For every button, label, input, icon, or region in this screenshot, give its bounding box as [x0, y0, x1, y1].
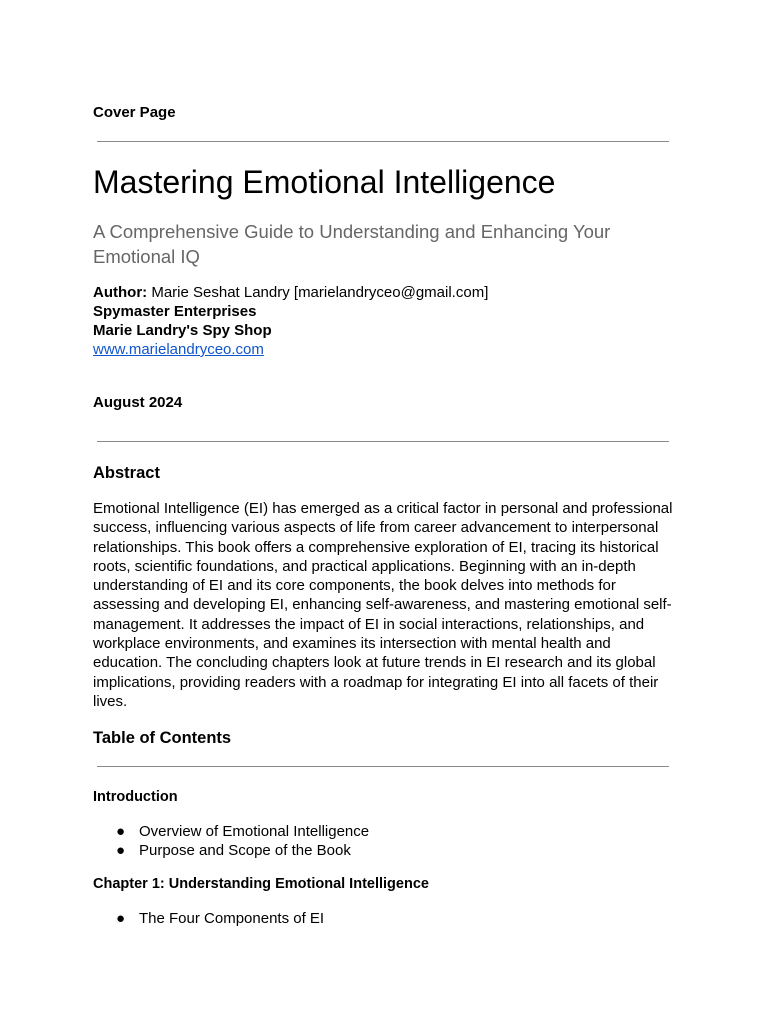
author-value: Marie Seshat Landry [marielandryceo@gmail.com] — [147, 284, 489, 301]
document-subtitle: A Comprehensive Guide to Understanding and Enhancing Your Emotional IQ — [93, 221, 611, 267]
website-link[interactable]: www.marielandryceo.com — [93, 341, 264, 358]
bullet-icon: ● — [116, 823, 126, 840]
list-item-text: Overview of Emotional Intelligence — [139, 823, 370, 840]
list-item — [93, 841, 369, 860]
toc-list-chapter-1 — [93, 909, 324, 928]
abstract-heading: Abstract — [93, 464, 160, 482]
list-item — [93, 822, 369, 841]
list-item-text: The Four Components of EI — [139, 910, 325, 927]
toc-list-introduction — [93, 822, 369, 861]
toc-section-introduction: Introduction — [93, 789, 178, 805]
document-title: Mastering Emotional Intelligence — [93, 164, 556, 200]
horizontal-rule — [97, 141, 669, 142]
company-name: Spymaster Enterprises — [93, 303, 257, 320]
bullet-icon: ● — [116, 842, 126, 860]
list-item — [93, 909, 324, 928]
list-item-text: Purpose and Scope of the Book — [139, 842, 351, 860]
horizontal-rule — [97, 441, 669, 442]
cover-page-label: Cover Page — [93, 104, 176, 121]
author-block — [93, 283, 488, 359]
toc-section-chapter-1: Chapter 1: Understanding Emotional Intelligence — [93, 876, 429, 892]
publication-date: August 2024 — [93, 394, 183, 411]
horizontal-rule — [97, 766, 669, 767]
shop-name: Marie Landry's Spy Shop — [93, 322, 272, 339]
toc-heading: Table of Contents — [93, 729, 232, 747]
bullet-icon: ● — [116, 910, 126, 927]
author-label: Author: — [93, 284, 148, 301]
abstract-text: Emotional Intelligence (EI) has emerged as a critical factor in personal and professional success, influencing various aspects of life from career advancement to interpersonal relationships. This book offers a comprehensive exploration of EI, tracing its historical roots, scientific foundations, and practical applications. Beginning with an in-depth understanding of EI and its core components, the book delves into methods for assessing and developing EI, enhancing self-awareness, and mastering emotional self-management. It addresses the impact of EI in social interactions, relationships, and workplace environments, and examines its intersection with mental health and education. The concluding chapters look at future trends in EI research and its global implications, providing readers with a roadmap for integrating EI into all facets of their lives. — [93, 500, 673, 710]
author-line — [93, 283, 488, 302]
